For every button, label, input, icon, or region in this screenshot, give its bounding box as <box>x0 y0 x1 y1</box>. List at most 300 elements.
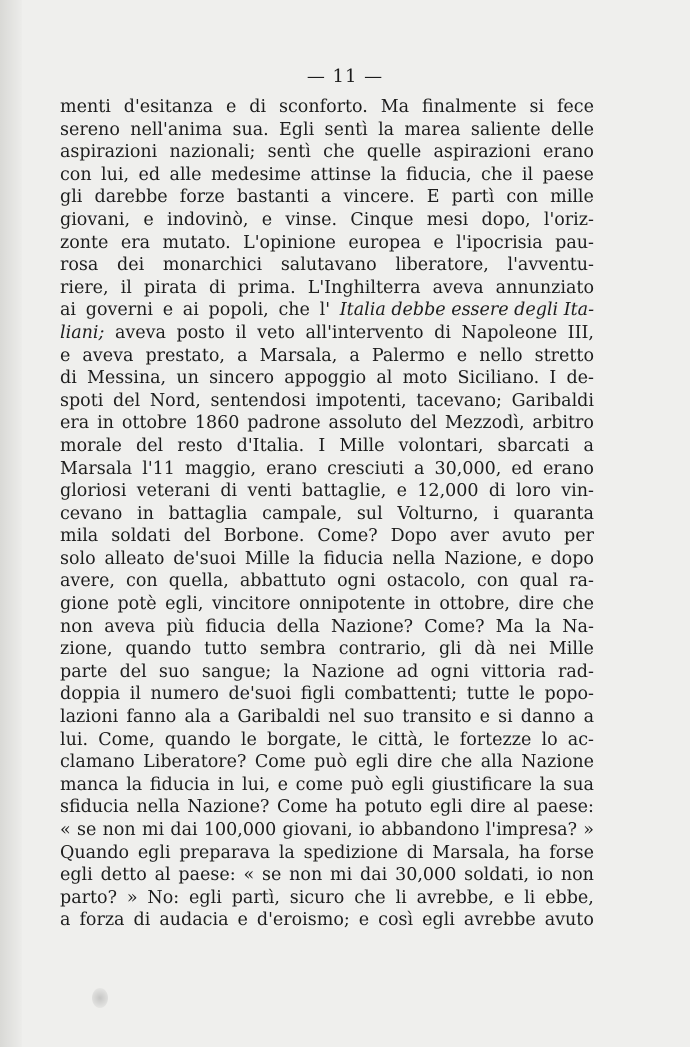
word: danno <box>520 707 576 728</box>
text-line <box>60 458 594 481</box>
word: le <box>519 684 535 705</box>
word: dire <box>396 752 433 773</box>
word: paese <box>542 164 594 185</box>
word: a <box>349 345 360 366</box>
word: si <box>529 97 545 117</box>
word: alle <box>169 164 202 185</box>
word: Nazione <box>311 661 385 682</box>
word: arbitro <box>532 413 594 434</box>
text-line <box>60 367 594 390</box>
text-line <box>60 525 594 548</box>
word: dai <box>170 820 198 840</box>
word: in <box>413 594 431 615</box>
word: manca <box>60 774 119 795</box>
word: delle <box>550 119 594 140</box>
word: vin- <box>561 481 594 502</box>
word: nello <box>479 345 523 366</box>
word: nei <box>508 639 536 660</box>
word: sua <box>563 774 594 795</box>
word: parte <box>60 661 108 682</box>
word: potè <box>117 594 157 615</box>
word: così <box>378 910 414 931</box>
word: il <box>129 684 141 705</box>
text-line <box>60 322 594 345</box>
word: vittoria <box>481 661 546 682</box>
text-line <box>60 616 594 639</box>
word: popoli, <box>208 300 269 321</box>
word: li <box>395 887 407 908</box>
word: solo <box>60 548 96 569</box>
word: un <box>176 368 199 389</box>
word: Garibaldi <box>237 707 320 728</box>
word: avere, <box>60 571 115 592</box>
word: L'Inghilterra <box>307 277 421 298</box>
word: stretto <box>534 345 594 366</box>
word: li <box>524 887 536 908</box>
word: egli <box>355 752 389 773</box>
word: con <box>506 187 539 208</box>
word: figli <box>300 684 335 705</box>
word: darebbe <box>94 187 168 208</box>
word: le <box>433 729 450 750</box>
text-line <box>60 209 594 232</box>
word: detto <box>100 865 147 886</box>
word: la <box>378 119 395 140</box>
word: aveva <box>114 322 166 343</box>
word: Come <box>254 752 306 773</box>
word: fiducia, <box>406 164 472 185</box>
word: europea <box>348 232 421 253</box>
word: de'suoi <box>173 548 236 569</box>
word: sentì <box>267 142 311 163</box>
word: dà <box>474 639 496 660</box>
word: era <box>120 232 151 253</box>
word: aspirazioni <box>433 142 531 163</box>
word: menti <box>60 97 111 117</box>
word: lui, <box>101 164 130 185</box>
word: Garibaldi <box>511 390 594 411</box>
word: ogni <box>337 571 376 592</box>
word: Cinque <box>350 209 414 230</box>
word: nel <box>328 707 356 728</box>
word: egli <box>60 865 93 886</box>
word: la <box>283 661 300 682</box>
word: fortezze <box>459 729 532 750</box>
word: mi <box>330 865 353 886</box>
word: la <box>126 774 143 795</box>
word: le <box>351 729 368 750</box>
word: io <box>536 865 554 886</box>
word: Nazione, <box>444 548 523 569</box>
word: a <box>237 345 248 366</box>
word: Siciliano. <box>457 368 540 389</box>
word: Mezzodì, <box>444 413 525 434</box>
word: l'oriz- <box>543 209 594 230</box>
word: tutto <box>204 639 248 660</box>
word: più <box>166 616 195 637</box>
word: partì, <box>231 887 280 908</box>
word: volontari, <box>398 435 484 456</box>
word: che <box>562 594 594 615</box>
word: qual <box>519 571 559 592</box>
word: sconforto. <box>279 97 368 117</box>
word: mesi <box>426 209 469 230</box>
word: Messina, <box>87 368 167 389</box>
word: giustificare <box>431 774 532 795</box>
word: liberatore, <box>395 255 489 276</box>
word: campale, <box>262 503 343 524</box>
text-line <box>60 864 594 887</box>
word: finalmente <box>421 97 517 117</box>
word: Italia debbe essere degli Ita- <box>339 300 594 321</box>
word: fece <box>556 97 594 117</box>
word: con <box>476 571 509 592</box>
word: sincero <box>209 368 274 389</box>
word: ala <box>184 707 211 728</box>
text-line <box>60 345 594 368</box>
word: la <box>539 774 556 795</box>
word: del <box>136 435 164 456</box>
word: ra- <box>569 571 594 592</box>
word: e <box>162 300 174 321</box>
word: sua. <box>232 119 269 140</box>
word: quando <box>164 729 231 750</box>
word: loro <box>515 481 551 502</box>
word: tacevano; <box>416 390 502 411</box>
word: l'11 <box>142 458 175 479</box>
word: l'avventu- <box>507 255 594 276</box>
word: sentendosi <box>210 390 307 411</box>
word: può <box>314 752 348 773</box>
word: morale <box>60 435 122 456</box>
text-line <box>60 706 594 729</box>
word: ebbe, <box>545 887 594 908</box>
word: egli, <box>165 594 204 615</box>
word: e <box>237 910 248 931</box>
word: Volturno, <box>397 503 479 524</box>
text-line <box>60 819 594 842</box>
word: Mille <box>244 548 290 569</box>
word: e <box>531 548 542 569</box>
word: a <box>414 458 425 479</box>
word: Ma <box>380 97 410 117</box>
word: Quando <box>60 842 130 863</box>
word: d'Italia. <box>236 435 305 456</box>
word: E <box>426 187 440 208</box>
word: clamano <box>60 752 135 773</box>
word: abbattuto <box>239 571 327 592</box>
word: il <box>235 322 247 343</box>
word: veto <box>257 322 295 343</box>
word: a <box>219 707 230 728</box>
word: mille <box>550 187 594 208</box>
word: con <box>60 164 92 185</box>
text-line <box>60 774 594 797</box>
word: ad <box>396 661 419 682</box>
word: preparava <box>179 842 271 863</box>
text-line <box>60 412 594 435</box>
word: gli <box>60 187 83 208</box>
word: vincitore <box>211 594 291 615</box>
word: e <box>261 209 273 230</box>
word: in <box>97 413 114 434</box>
word: Ma <box>495 616 524 637</box>
word: borgate, <box>267 729 342 750</box>
word: audacia <box>159 910 229 931</box>
word: III, <box>567 322 594 343</box>
ink-smudge <box>92 988 108 1008</box>
word: saliente <box>470 119 541 140</box>
word: aveva <box>82 345 134 366</box>
word: dai <box>360 865 388 886</box>
text-line <box>60 390 594 413</box>
word: egli <box>429 797 463 818</box>
word: a <box>583 435 594 456</box>
word: rad- <box>557 661 594 682</box>
word: dopo <box>550 548 594 569</box>
word: spedizione <box>303 842 398 863</box>
word: Liberatore? <box>143 752 247 773</box>
word: i <box>493 503 499 524</box>
word: e <box>60 345 71 366</box>
word: suo <box>158 661 190 682</box>
word: giovani, <box>282 820 353 840</box>
word: rosa <box>60 255 99 276</box>
word: sereno <box>60 119 120 140</box>
text-line <box>60 164 594 187</box>
word: avrebbe <box>463 910 536 931</box>
word: all'intervento <box>305 322 424 343</box>
word: si <box>498 707 513 728</box>
word: non <box>289 865 323 886</box>
word: riere, <box>60 277 109 298</box>
word: bastanti <box>236 187 309 208</box>
word: e <box>433 232 444 253</box>
word: non <box>102 820 136 840</box>
text-line <box>60 796 594 819</box>
word: Marsala, <box>259 345 338 366</box>
text-line <box>60 299 594 322</box>
word: mi <box>141 820 165 840</box>
word: Nazione? <box>330 616 414 637</box>
word: ha <box>335 797 358 818</box>
word: fiducia <box>149 774 210 795</box>
word: lazioni <box>60 707 119 728</box>
word: salutavano <box>280 255 377 276</box>
text-line <box>60 842 594 865</box>
word: soldati, <box>464 865 530 886</box>
text-line <box>60 119 594 142</box>
word: padrone <box>247 413 321 434</box>
word: ed <box>511 458 533 479</box>
word: » <box>126 887 138 908</box>
word: Come, <box>98 729 155 750</box>
text-line <box>60 570 594 593</box>
word: di <box>434 322 451 343</box>
word: ottobre, <box>439 594 510 615</box>
word: liani; <box>60 322 105 343</box>
word: zione, <box>60 639 113 660</box>
word: zonte <box>60 232 109 253</box>
text-line <box>60 96 594 119</box>
word: quaranta <box>513 503 594 524</box>
word: del <box>183 526 211 547</box>
word: aver <box>449 526 489 547</box>
word: Nazione <box>521 752 594 773</box>
word: per <box>564 526 594 547</box>
word: nell'anima <box>130 119 223 140</box>
word: I <box>549 368 557 389</box>
word: e <box>226 97 237 117</box>
word: a <box>60 910 71 931</box>
word: veterani <box>136 481 211 502</box>
text-line <box>60 683 594 706</box>
word: alleato <box>104 548 165 569</box>
word: egli <box>189 887 222 908</box>
page-gutter-shadow <box>0 0 22 1047</box>
word: la <box>380 164 397 185</box>
word: sbarcati <box>497 435 570 456</box>
word: paese: <box>536 797 594 818</box>
word: forse <box>549 842 594 863</box>
word: nazionali; <box>169 142 256 163</box>
word: battaglie, <box>301 481 387 502</box>
text-line <box>60 729 594 752</box>
word: lo <box>541 729 558 750</box>
word: avuto <box>544 910 594 931</box>
word: popo- <box>544 684 594 705</box>
word: di <box>60 368 77 389</box>
word: dire <box>518 594 554 615</box>
word: paese: <box>178 865 236 886</box>
word: al <box>513 797 530 818</box>
word: posto <box>176 322 225 343</box>
word: di <box>488 481 506 502</box>
word: città, <box>377 729 424 750</box>
text-line <box>60 909 594 932</box>
word: soldati <box>111 526 171 547</box>
word: egli <box>422 910 455 931</box>
word: ac- <box>567 729 594 750</box>
word: L'opinione <box>243 232 336 253</box>
word: con <box>126 571 158 592</box>
word: cevano <box>60 503 123 524</box>
word: che <box>354 887 386 908</box>
word: la <box>298 548 315 569</box>
word: contrario, <box>338 639 427 660</box>
word: Egli <box>279 119 315 140</box>
word: nella <box>136 797 180 818</box>
word: medesime <box>210 164 301 185</box>
word: se <box>76 820 97 840</box>
word: monarchici <box>162 255 263 276</box>
word: gloriosi <box>60 481 127 502</box>
word: indovinò, <box>167 209 249 230</box>
word: dopo, <box>481 209 531 230</box>
word: parto? <box>60 887 117 908</box>
word: mutato. <box>162 232 231 253</box>
word: Nazione? <box>187 797 270 818</box>
word: vinse. <box>285 209 338 230</box>
text-line <box>60 638 594 661</box>
word: che <box>323 142 355 163</box>
word: I <box>318 435 326 456</box>
word: impotenti, <box>315 390 407 411</box>
word: sicuro <box>289 887 345 908</box>
word: può <box>350 774 384 795</box>
word: No: <box>147 887 180 908</box>
word: Come? <box>317 526 378 547</box>
text-line <box>60 887 594 910</box>
word: e <box>143 209 154 230</box>
word: pau- <box>555 232 594 253</box>
word: sfiducia <box>60 797 129 818</box>
text-line <box>60 186 594 209</box>
word: giovani, <box>60 209 131 230</box>
word: lui, <box>242 774 271 795</box>
word: de'suoi <box>228 684 292 705</box>
word: se <box>261 865 282 886</box>
word: combattenti; <box>344 684 458 705</box>
word: de- <box>566 368 594 389</box>
word: ha <box>518 842 541 863</box>
word: ai <box>182 300 199 321</box>
word: la <box>278 842 295 863</box>
word: le <box>240 729 257 750</box>
word: dire <box>470 797 506 818</box>
word: gli <box>439 639 462 660</box>
word: quelle <box>366 142 422 163</box>
word: Marsala, <box>432 842 511 863</box>
word: della <box>276 616 320 637</box>
word: l' <box>319 300 331 321</box>
word: e <box>503 887 515 908</box>
word: cresciuti <box>327 458 404 479</box>
word: ottobre <box>121 413 187 434</box>
word: non <box>560 865 594 886</box>
word: Come? <box>424 616 485 637</box>
word: egli <box>137 842 171 863</box>
word: che <box>440 752 473 773</box>
word: e <box>479 707 490 728</box>
text-line <box>60 593 594 616</box>
word: governi <box>85 300 153 321</box>
text-line <box>60 480 594 503</box>
word: del <box>113 390 141 411</box>
word: » <box>583 820 594 840</box>
word: e <box>277 774 289 795</box>
word: resto <box>177 435 223 456</box>
word: ogni <box>430 661 470 682</box>
word: aveva <box>104 616 156 637</box>
word: 1860 <box>194 413 240 434</box>
word: moto <box>402 368 448 389</box>
word: ed <box>138 164 161 185</box>
word: il <box>521 164 534 185</box>
word: e <box>456 345 468 366</box>
word: 30,000 <box>395 865 457 886</box>
word: battaglia <box>168 503 248 524</box>
word: gione <box>60 594 109 615</box>
word: tutte <box>466 684 510 705</box>
word: Mille <box>339 435 385 456</box>
text-line <box>60 661 594 684</box>
word: che <box>278 300 310 321</box>
word: io <box>358 820 376 840</box>
word: sembra <box>259 639 326 660</box>
word: aspirazioni <box>60 142 158 163</box>
word: Mille <box>548 639 594 660</box>
